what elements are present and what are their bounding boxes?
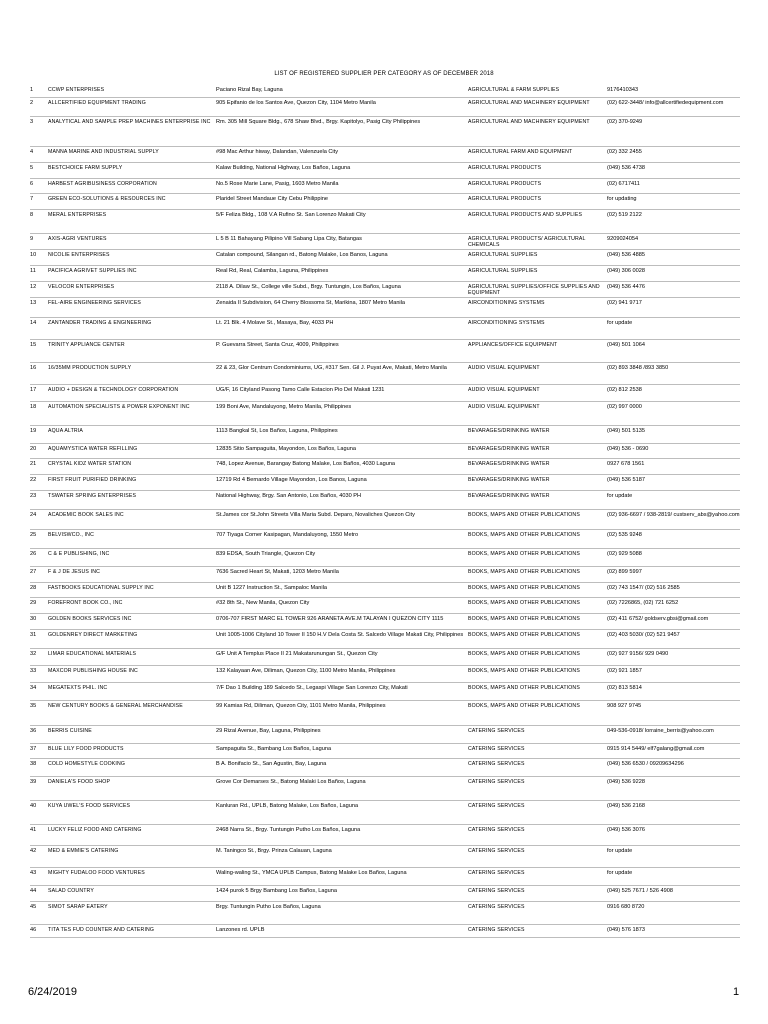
row-divider [30,162,740,163]
row-number: 8 [30,212,34,218]
row-divider [30,937,740,938]
supplier-category: CATERING SERVICES [468,803,525,809]
row-divider [30,597,740,598]
supplier-category: CATERING SERVICES [468,888,525,894]
supplier-contact: (02) 743 1547/ (02) 516 2585 [607,585,680,591]
supplier-address: 132 Kalayaan Ave, Diliman, Quezon City, 1100 Metro Manila, Philippines [216,668,396,674]
supplier-category: BEVARAGES/DRINKING WATER [468,477,550,483]
supplier-address: Waling-waling St., YMCA UPLB Campus, Batong Malake Los Baños, Laguna [216,870,407,876]
row-divider [30,384,740,385]
supplier-name: TSWATER SPRING ENTERPRISES [48,493,137,499]
row-number: 45 [30,904,37,910]
supplier-address: Grove Cor Demarses St., Batong Malaki Los Baños, Laguna [216,779,366,785]
supplier-name: MEGATEXTS PHIL. INC [48,685,108,691]
supplier-contact: (049) 536 4476 [607,284,645,290]
supplier-name: C & E PUBLISHING, INC [48,551,110,557]
supplier-name: NICOLIE ENTERPRISES [48,252,110,258]
supplier-address: P. Guevarra Street, Santa Cruz, 4009, Philippines [216,342,339,348]
row-number: 18 [30,404,37,410]
supplier-contact: (02) 936-6697 / 938-2819/ custserv_abs@yahoo.com [607,512,740,518]
supplier-category: BOOKS, MAPS AND OTHER PUBLICATIONS [468,668,580,674]
supplier-address: Real Rd, Real, Calamba, Laguna, Philippines [216,268,329,274]
supplier-contact: 0927 678 1561 [607,461,645,467]
supplier-address: 22 & 23, Glor Centrum Condominiums, UG, #317 Sen. Gil J. Puyat Ave, Makati, Metro Manila [216,365,447,371]
supplier-contact: (049) 501 1064 [607,342,645,348]
supplier-name: TITA TES FUD COUNTER AND CATERING [48,927,155,933]
row-number: 22 [30,477,37,483]
supplier-category: BEVARAGES/DRINKING WATER [468,493,550,499]
supplier-category: BOOKS, MAPS AND OTHER PUBLICATIONS [468,532,580,538]
row-divider [30,116,740,117]
supplier-address: B A. Bonifacio St., San Agustin, Bay, Laguna [216,761,327,767]
footer-date: 6/24/2019 [28,986,77,998]
row-number: 42 [30,848,37,854]
row-divider [30,443,740,444]
row-divider [30,800,740,801]
row-divider [30,209,740,210]
row-divider [30,474,740,475]
supplier-category: CATERING SERVICES [468,927,525,933]
supplier-contact: (02) 921 1857 [607,668,642,674]
supplier-address: 905 Epifanio de los Santos Ave, Quezon City, 1104 Metro Manila [216,100,376,106]
supplier-address: L 5 B 11 Bahayang Pilipino Vill Sabang Lipa City, Batangas [216,236,362,242]
supplier-category: CATERING SERVICES [468,779,525,785]
supplier-name: HARBEST AGRIBUSINESS CORPORATION [48,181,157,187]
supplier-contact: (02) 929 5088 [607,551,642,557]
supplier-name: MIGHTY FUDALOO FOOD VENTURES [48,870,145,876]
row-number: 4 [30,149,34,155]
row-number: 16 [30,365,37,371]
supplier-address: 748, Lopez Avenue, Barangay Batong Malake, Los Baños, 4030 Laguna [216,461,396,467]
row-number: 30 [30,616,37,622]
supplier-name: SALAD COUNTRY [48,888,94,894]
supplier-contact: (02) 941 9717 [607,300,642,306]
supplier-contact: (049) 536 2168 [607,803,645,809]
row-divider [30,178,740,179]
supplier-category: AUDIO VISUAL EQUIPMENT [468,404,540,410]
supplier-address: #32 8th St., New Manila, Quezon City [216,600,310,606]
row-divider [30,613,740,614]
supplier-name: VELOCOR ENTERPRISES [48,284,115,290]
supplier-category: CATERING SERVICES [468,827,525,833]
supplier-category: BOOKS, MAPS AND OTHER PUBLICATIONS [468,551,580,557]
supplier-address: Unit B 1227 Instruction St., Sampaloc Manila [216,585,327,591]
row-number: 15 [30,342,37,348]
row-number: 7 [30,196,34,202]
row-number: 26 [30,551,37,557]
supplier-category: CATERING SERVICES [468,904,525,910]
supplier-category: APPLIANCES/OFFICE EQUIPMENT [468,342,558,348]
supplier-category: BEVARAGES/DRINKING WATER [468,446,550,452]
supplier-name: DANIELA'S FOOD SHOP [48,779,111,785]
supplier-address: Sampaguita St., Bambang Los Baños, Laguna [216,746,332,752]
supplier-category: BOOKS, MAPS AND OTHER PUBLICATIONS [468,569,580,575]
row-divider [30,776,740,777]
supplier-contact: (02) 997 0000 [607,404,642,410]
row-number: 1 [30,87,34,93]
row-divider [30,682,740,683]
supplier-address: 5/F Feliza Bldg., 108 V.A Rufino St. San Lorenzo Makati City [216,212,366,218]
row-number: 43 [30,870,37,876]
supplier-name: BELVISWCO., INC [48,532,94,538]
supplier-category: BOOKS, MAPS AND OTHER PUBLICATIONS [468,616,580,622]
supplier-address: M. Taningco St., Brgy. Prinza Calauan, Laguna [216,848,332,854]
row-divider [30,824,740,825]
document-title: LIST OF REGISTERED SUPPLIER PER CATEGORY AS OF DECEMBER 2018 [274,71,494,77]
supplier-name: COLD HOMESTYLE COOKING [48,761,126,767]
supplier-address: 2468 Narra St., Brgy. Tuntungin Putho Los Baños, Laguna [216,827,361,833]
supplier-name: ACADEMIC BOOK SALES INC [48,512,124,518]
supplier-address: 12835 Sitio Sampaguita, Mayondon, Los Baños, Laguna [216,446,356,452]
supplier-name: GOLDEN BOOKS SERVICES INC [48,616,132,622]
supplier-category: AGRICULTURAL SUPPLIES/OFFICE SUPPLIES AND EQUIPMENT [468,284,600,297]
supplier-category: AGRICULTURAL PRODUCTS [468,196,542,202]
supplier-contact: (02) 6717411 [607,181,640,187]
supplier-name: CRYSTAL KIDZ WATER STATION [48,461,132,467]
supplier-address: 1113 Bangkal St, Los Baños, Laguna, Philippines [216,428,338,434]
row-divider [30,317,740,318]
supplier-address: 7/F Dao 1 Building 189 Salcedo St., Legaspi Village San Lorenzo City, Makati [216,685,408,691]
supplier-category: AGRICULTURAL PRODUCTS/ AGRICULTURAL CHEMICALS [468,236,586,249]
supplier-name: GREEN ECO-SOLUTIONS & RESOURCES INC [48,196,166,202]
supplier-address: #98 Mac Arthur hiway, Dalandan, Valenzuela City [216,149,338,155]
supplier-contact: for update [607,493,633,499]
supplier-contact: (02) 411 6752/ goldserv.gbsi@gmail.com [607,616,709,622]
row-divider [30,665,740,666]
supplier-name: AUDIO + DESIGN & TECHNOLOGY CORPORATION [48,387,179,393]
row-divider [30,146,740,147]
supplier-address: Catalan compound, Silangan rd., Batong Malake, Los Banos, Laguna [216,252,388,258]
supplier-contact: (049) 501 5135 [607,428,645,434]
supplier-name: MED & EMMIE'S CATERING [48,848,119,854]
supplier-name: MANNA MARINE AND INDUSTRIAL SUPPLY [48,149,159,155]
supplier-contact: (049) 536 - 0690 [607,446,649,452]
supplier-name: F & J DE JESUS INC [48,569,100,575]
supplier-contact: (049) 306 0028 [607,268,645,274]
supplier-address: Kalaw Building, National Highway, Los Baños, Laguna [216,165,351,171]
row-number: 36 [30,728,37,734]
row-number: 17 [30,387,37,393]
supplier-address: 199 Boni Ave, Mandaluyong, Metro Manila, Philippines [216,404,352,410]
supplier-category: AUDIO VISUAL EQUIPMENT [468,387,540,393]
supplier-name: LUCKY FELIZ FOOD AND CATERING [48,827,142,833]
supplier-name: AUTOMATION SPECIALISTS & POWER EXPONENT INC [48,404,190,410]
supplier-contact: (049) 536 9228 [607,779,645,785]
supplier-name: GOLDENREY DIRECT MARKETING [48,632,138,638]
supplier-category: BOOKS, MAPS AND OTHER PUBLICATIONS [468,600,580,606]
supplier-address: 839 EDSA, South Triangle, Quezon City [216,551,316,557]
row-divider [30,425,740,426]
supplier-category: AGRICULTURAL PRODUCTS [468,181,542,187]
row-divider [30,529,740,530]
row-divider [30,885,740,886]
supplier-contact: 049-536-0918/ lorraine_berris@yahoo.com [607,728,714,734]
row-number: 13 [30,300,37,306]
row-number: 38 [30,761,37,767]
supplier-contact: 0915 914 5449/ elf7galang@gmail.com [607,746,705,752]
supplier-name: FOREFRONT BOOK CO., INC [48,600,123,606]
supplier-name: AQUA ALTRIA [48,428,83,434]
supplier-contact: (02) 893 3848 /893 3850 [607,365,669,371]
row-number: 2 [30,100,34,106]
supplier-name: BESTCHOICE FARM SUPPLY [48,165,123,171]
supplier-name: ALLCERTIFIED EQUIPMENT TRADING [48,100,146,106]
supplier-contact: (02) 7226865, (02) 721 6252 [607,600,679,606]
supplier-name: NEW CENTURY BOOKS & GENERAL MERCHANDISE [48,703,183,709]
supplier-address: Paciano Rizal Bay, Laguna [216,87,283,93]
supplier-contact: (02) 535 9248 [607,532,642,538]
supplier-address: 2118 A. Dilaw St., College ville Subd., Brgy. Tuntungin, Los Baños, Laguna [216,284,401,290]
supplier-category: AGRICULTURAL AND MACHINERY EQUIPMENT [468,119,590,125]
row-number: 21 [30,461,37,467]
row-divider [30,924,740,925]
supplier-contact: 0916 680 8720 [607,904,645,910]
supplier-name: 16/35MM PRODUCTION SUPPLY [48,365,132,371]
supplier-category: BOOKS, MAPS AND OTHER PUBLICATIONS [468,651,580,657]
supplier-contact: (049) 536 6530 / 09209634296 [607,761,684,767]
supplier-category: CATERING SERVICES [468,870,525,876]
row-number: 33 [30,668,37,674]
supplier-name: FIRST FRUIT PURIFIED DRINKING [48,477,137,483]
supplier-address: St.James cor St.John Streets Villa Maria Subd. Deparo, Novaliches Quezon City [216,512,415,518]
row-divider [30,901,740,902]
supplier-contact: (049) 576 1873 [607,927,645,933]
row-number: 32 [30,651,37,657]
supplier-category: BEVARAGES/DRINKING WATER [468,461,550,467]
row-divider [30,725,740,726]
supplier-address: 12719 Rd 4 Bernardo Village Mayondon, Los Banos, Laguna [216,477,367,483]
supplier-contact: (02) 622-3448/ info@allcertifiedequipment.com [607,100,724,106]
supplier-category: AGRICULTURAL & FARM SUPPLIES [468,87,560,93]
row-divider [30,297,740,298]
supplier-address: 0706-707 FIRST MARC EL TOWER 926 ARANETA AVE.M TALAYAN I QUEZON CITY 1115 [216,616,444,622]
supplier-address: 29 Rizal Avenue, Bay, Laguna, Philippines [216,728,321,734]
row-divider [30,582,740,583]
row-divider [30,401,740,402]
row-divider [30,362,740,363]
supplier-category: AGRICULTURAL SUPPLIES [468,268,538,274]
supplier-category: AUDIO VISUAL EQUIPMENT [468,365,540,371]
row-number: 5 [30,165,34,171]
row-divider [30,193,740,194]
row-number: 3 [30,119,34,125]
supplier-address: Zenaida II Subdivision, 64 Cherry Blossoms St, Marikina, 1807 Metro Manila [216,300,406,306]
supplier-contact: (02) 813 5814 [607,685,642,691]
supplier-contact: 908 927 9745 [607,703,642,709]
row-number: 35 [30,703,37,709]
supplier-address: 1424 purok 5 Brgy Bambang Los Baños, Laguna [216,888,337,894]
row-number: 11 [30,268,36,274]
row-number: 29 [30,600,37,606]
supplier-contact: (049) 536 5187 [607,477,645,483]
supplier-name: MAXCOR PUBLISHING HOUSE INC [48,668,138,674]
supplier-category: AGRICULTURAL FARM AND EQUIPMENT [468,149,573,155]
supplier-contact: (049) 536 3076 [607,827,645,833]
row-number: 28 [30,585,37,591]
row-number: 31 [30,632,37,638]
supplier-address: Brgy. Tuntungin Putho Los Baños, Laguna [216,904,321,910]
supplier-address: Kanluran Rd., UPLB, Batong Malake, Los Baños, Laguna [216,803,359,809]
row-number: 41 [30,827,37,833]
supplier-contact: (02) 332 2455 [607,149,642,155]
row-divider [30,249,740,250]
supplier-contact: for update [607,320,633,326]
footer-page-number: 1 [733,986,740,998]
supplier-contact: for update [607,870,633,876]
row-number: 39 [30,779,37,785]
supplier-category: AIRCONDITIONING SYSTEMS [468,320,545,326]
row-divider [30,339,740,340]
supplier-category: AGRICULTURAL PRODUCTS AND SUPPLIES [468,212,583,218]
supplier-name: BERRIS CUISINE [48,728,92,734]
row-divider [30,97,740,98]
supplier-category: BOOKS, MAPS AND OTHER PUBLICATIONS [468,512,580,518]
supplier-name: ZANTANDER TRADING & ENGINEERING [48,320,152,326]
supplier-category: CATERING SERVICES [468,848,525,854]
supplier-address: G/F Unit A Templus Place II 21 Makatarunungan St., Quezon City [216,651,378,657]
supplier-name: ANALYTICAL AND SAMPLE PREP MACHINES ENTERPRISE INC [48,119,211,125]
supplier-category: CATERING SERVICES [468,746,525,752]
supplier-category: BOOKS, MAPS AND OTHER PUBLICATIONS [468,585,580,591]
supplier-contact: for updating [607,196,637,202]
row-number: 44 [30,888,37,894]
row-number: 46 [30,927,37,933]
row-number: 19 [30,428,37,434]
supplier-contact: (049) 536 4885 [607,252,645,258]
row-number: 20 [30,446,37,452]
supplier-category: AGRICULTURAL SUPPLIES [468,252,538,258]
row-divider [30,648,740,649]
supplier-contact: (02) 899 5997 [607,569,642,575]
supplier-category: CATERING SERVICES [468,728,525,734]
row-number: 34 [30,685,37,691]
supplier-category: CATERING SERVICES [468,761,525,767]
row-number: 14 [30,320,37,326]
row-divider [30,458,740,459]
row-divider [30,566,740,567]
supplier-contact: (02) 927 9156/ 929 0490 [607,651,669,657]
supplier-name: LIMAR EDUCATIONAL MATERIALS [48,651,137,657]
row-divider [30,629,740,630]
row-divider [30,758,740,759]
row-divider [30,265,740,266]
supplier-category: AIRCONDITIONING SYSTEMS [468,300,545,306]
row-number: 24 [30,512,37,518]
supplier-address: 7636 Sacred Heart St, Makati, 1203 Metro Manila [216,569,339,575]
supplier-contact: for update [607,848,633,854]
row-divider [30,490,740,491]
row-number: 9 [30,236,34,242]
supplier-address: Unit 1005-1006 Cityland 10 Tower II 150 H.V Dela Costa St. Salcedo Village Makati City, Philippines [216,632,464,638]
row-divider [30,845,740,846]
supplier-name: SIMOT SARAP EATERY [48,904,108,910]
supplier-address: 99 Kamias Rd, Diliman, Quezon City, 1101 Metro Manila, Philippines [216,703,386,709]
supplier-name: AQUAMYSTICA WATER REFILLING [48,446,138,452]
supplier-address: No.5 Rose Marie Lane, Pasig, 1603 Metro Manila [216,181,339,187]
supplier-address: 707 Tiyaga Corner Kasipagan, Mandaluyong, 1550 Metro [216,532,359,538]
row-number: 12 [30,284,37,290]
supplier-name: KUYA UWEL'S FOOD SERVICES [48,803,131,809]
supplier-category: BOOKS, MAPS AND OTHER PUBLICATIONS [468,632,580,638]
supplier-contact: (049) 536 4738 [607,165,645,171]
supplier-contact: 9209024054 [607,236,639,242]
supplier-name: MERAL ENTERPRISES [48,212,107,218]
row-number: 23 [30,493,37,499]
supplier-address: Lt. 21 Blk. 4 Molave St., Masaya, Bay, 4033 PH [216,320,334,326]
supplier-name: PACIFICA AGRIVET SUPPLIES INC [48,268,137,274]
supplier-name: CCWP ENTERPRISES [48,87,105,93]
row-number: 40 [30,803,37,809]
row-divider [30,281,740,282]
supplier-contact: (02) 370-9249 [607,119,643,125]
supplier-contact: (02) 812 2538 [607,387,642,393]
supplier-address: UG/F, 16 Cityland Pasong Tamo Calle Estacion Pio Del Makati 1231 [216,387,385,393]
supplier-name: FEL-AIRE ENGINEERING SERVICES [48,300,142,306]
supplier-address: National Highway, Brgy. San Antonio, Los Baños, 4030 PH [216,493,362,499]
supplier-address: Plaridel Street Mandaue City Cebu Philippine [216,196,328,202]
supplier-contact: 9176410343 [607,87,639,93]
supplier-contact: (02) 519 2122 [607,212,642,218]
supplier-address: Lanzones rd. UPLB [216,927,265,933]
row-divider [30,509,740,510]
supplier-address: Rm. 305 Mill Square Bldg., 678 Shaw Blvd., Brgy. Kapitolyo, Pasig City Philippines [216,119,421,125]
supplier-category: AGRICULTURAL PRODUCTS [468,165,542,171]
supplier-category: BEVARAGES/DRINKING WATER [468,428,550,434]
supplier-name: TRINITY APPLIANCE CENTER [48,342,125,348]
row-divider [30,743,740,744]
supplier-category: BOOKS, MAPS AND OTHER PUBLICATIONS [468,703,580,709]
supplier-name: FASTBOOKS EDUCATIONAL SUPPLY INC [48,585,154,591]
supplier-contact: (049) 525 7671 / 526 4908 [607,888,673,894]
row-divider [30,867,740,868]
row-number: 10 [30,252,37,258]
supplier-name: AXIS-AGRI VENTURES [48,236,107,242]
supplier-category: BOOKS, MAPS AND OTHER PUBLICATIONS [468,685,580,691]
row-divider [30,700,740,701]
row-divider [30,548,740,549]
supplier-name: BLUE LILY FOOD PRODUCTS [48,746,124,752]
row-number: 27 [30,569,37,575]
row-number: 25 [30,532,37,538]
row-number: 6 [30,181,34,187]
supplier-category: AGRICULTURAL AND MACHINERY EQUIPMENT [468,100,590,106]
row-number: 37 [30,746,37,752]
row-divider [30,233,740,234]
supplier-contact: (02) 403 5030/ (02) 521 9457 [607,632,680,638]
